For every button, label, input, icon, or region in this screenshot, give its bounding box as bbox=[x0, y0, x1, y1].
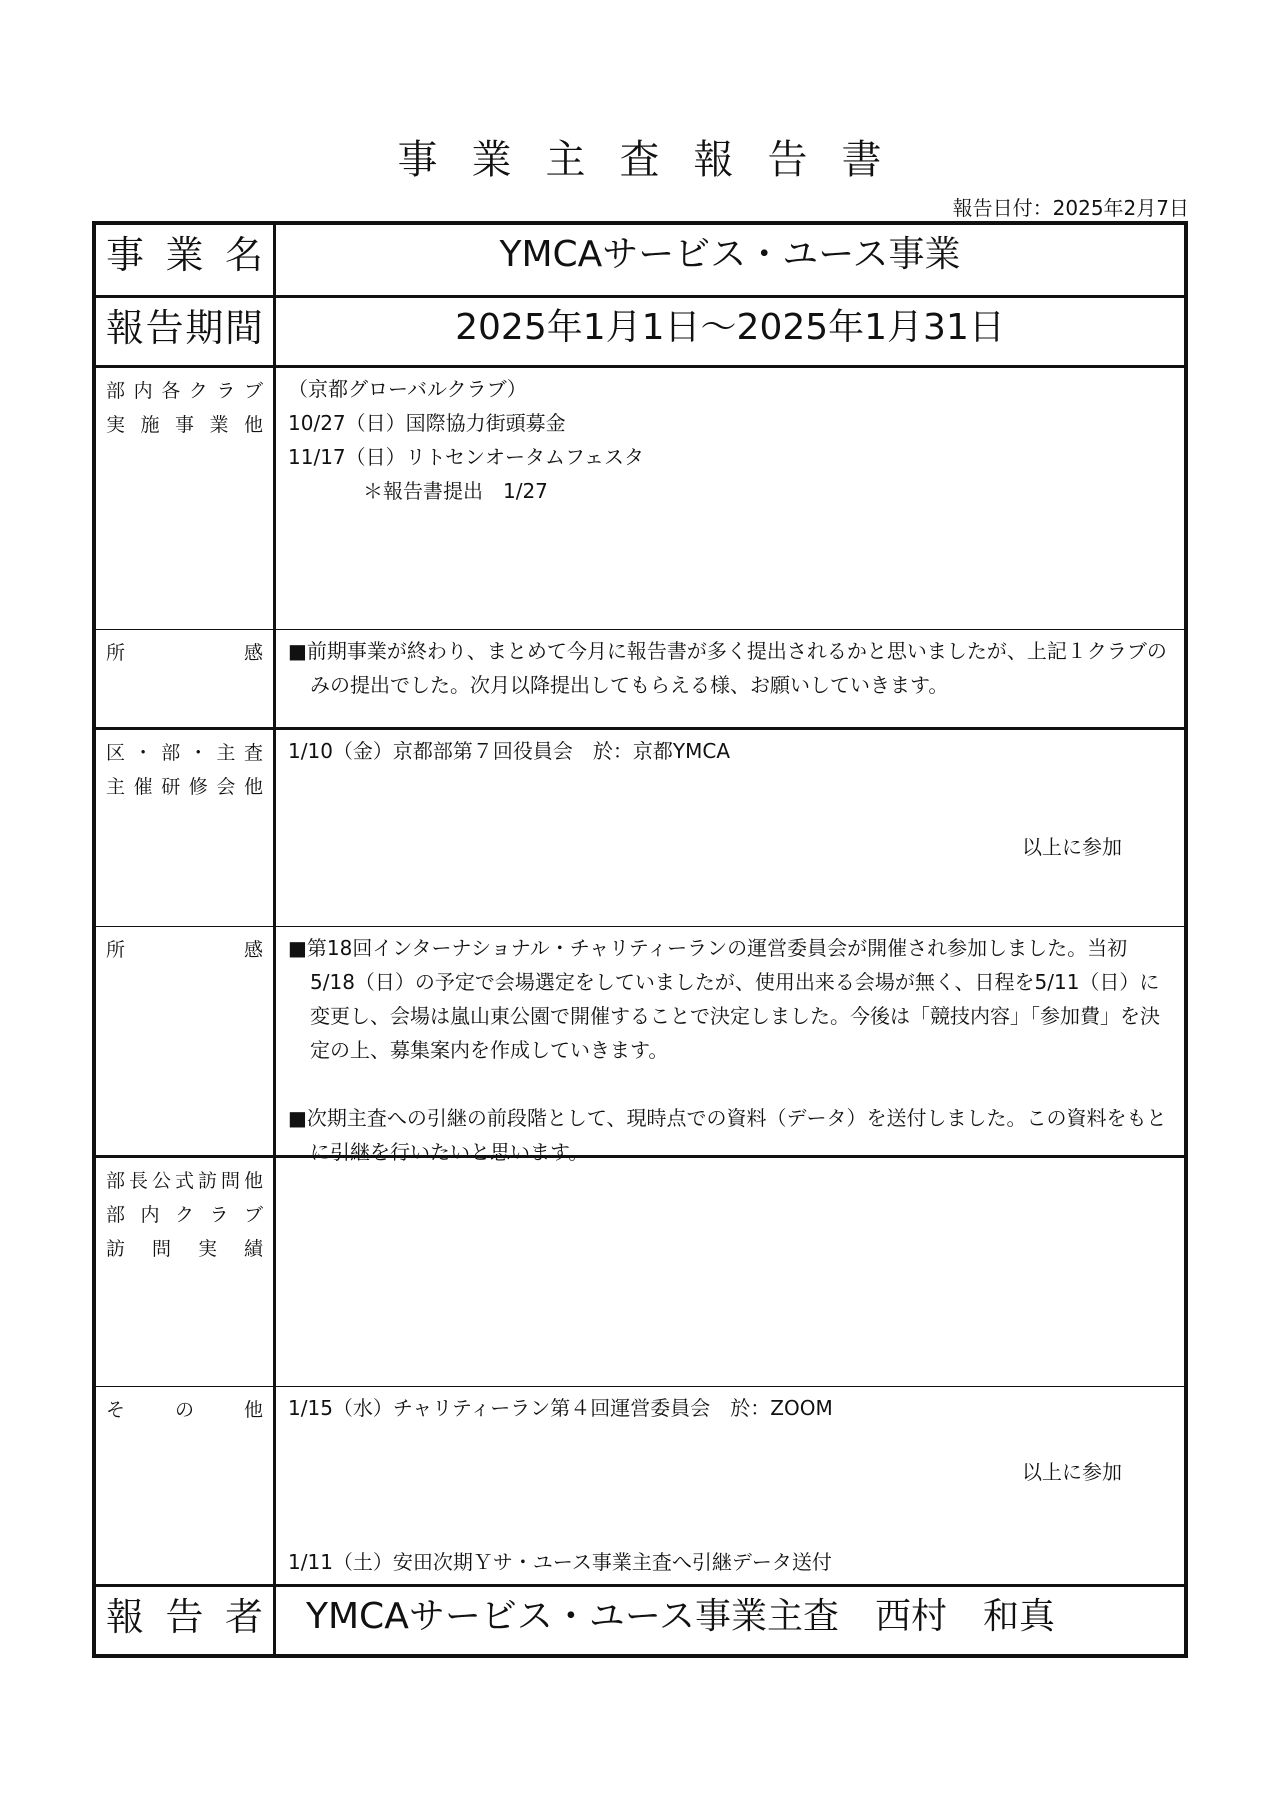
impression-paragraph: ■前期事業が終わり、まとめて今月に報告書が多く提出されるかと思いましたが、上記１クラブのみの提出でした。次月以降提出してもらえる様、お願いしていきます。 bbox=[288, 639, 1167, 697]
label-line: 所感 bbox=[106, 939, 263, 961]
other-line: 1/15（水）チャリティーラン第４回運営委員会 於：ZOOM bbox=[288, 1396, 833, 1420]
report-date: 報告日付：2025年2月7日 bbox=[952, 196, 1189, 220]
row-business-name bbox=[96, 225, 1184, 295]
business-name-value: YMCAサービス・ユース事業 bbox=[499, 234, 961, 275]
training-line: 1/10（金）京都部第７回役員会 於：京都YMCA bbox=[288, 739, 731, 763]
impression-paragraph: ■第18回インターナショナル・チャリティーランの運営委員会が開催され参加しました。当初5/18（日）の予定で会場選定をしていましたが、使用出来る会場が無く、日程を5/11（日）に変更し、会場は嵐山東公園で開催することで決定しました。今後は「競技内容」「参加費」を決定の上、募集案内を作成していきます。 bbox=[288, 936, 1160, 1062]
impression-2-label bbox=[96, 927, 276, 1155]
activity-line: 11/17（日）リトセンオータムフェスタ bbox=[288, 445, 645, 469]
visits-content bbox=[276, 1158, 1184, 1386]
other-line: 1/11（土）安田次期Ｙサ・ユース事業主査へ引継データ送付 bbox=[288, 1550, 832, 1574]
participation-note: 以上に参加 bbox=[1022, 1460, 1122, 1484]
label-line: 部内各クラブ bbox=[106, 380, 263, 402]
impression-2-content bbox=[276, 927, 1184, 1164]
row-impression-1 bbox=[96, 629, 1184, 727]
impression-paragraph: ■次期主査への引継の前段階として、現時点での資料（データ）を送付しました。この資料をもとに引継を行いたいと思います。 bbox=[288, 1106, 1167, 1164]
row-visits bbox=[96, 1155, 1184, 1386]
row-other bbox=[96, 1386, 1184, 1584]
label-line: 区・部・主査 bbox=[106, 742, 263, 764]
activity-line: ＊報告書提出 1/27 bbox=[363, 479, 548, 503]
business-name-label: 事業名 bbox=[96, 225, 276, 295]
label-line: 部長公式訪問他 bbox=[106, 1170, 263, 1192]
label-line: 部内クラブ bbox=[106, 1204, 263, 1226]
row-club-activities bbox=[96, 365, 1184, 629]
report-form bbox=[92, 221, 1188, 1658]
label-line: 訪問実績 bbox=[106, 1238, 263, 1260]
reporter-value: YMCAサービス・ユース事業主査 西村 和真 bbox=[306, 1596, 1056, 1637]
impression-1-content bbox=[276, 630, 1184, 727]
paragraph-gap bbox=[288, 1067, 1172, 1101]
other-content bbox=[276, 1387, 1184, 1584]
period-label: 報告期間 bbox=[96, 298, 276, 365]
row-impression-2 bbox=[96, 926, 1184, 1164]
training-label bbox=[96, 730, 276, 926]
row-reporter bbox=[96, 1584, 1184, 1654]
participation-note: 以上に参加 bbox=[1022, 835, 1122, 859]
other-label bbox=[96, 1387, 276, 1584]
label-line: 所感 bbox=[106, 642, 263, 664]
club-activities-content bbox=[276, 368, 1184, 629]
club-activities-label bbox=[96, 368, 276, 629]
reporter-label: 報告者 bbox=[96, 1587, 276, 1654]
label-line: 主催研修会他 bbox=[106, 776, 263, 798]
period-value: 2025年1月1日～2025年1月31日 bbox=[455, 307, 1005, 348]
activity-line: （京都グローバルクラブ） bbox=[288, 377, 527, 401]
label-line: 実施事業他 bbox=[106, 414, 263, 436]
impression-1-label bbox=[96, 630, 276, 727]
row-training bbox=[96, 727, 1184, 926]
row-period bbox=[96, 295, 1184, 365]
activity-line: 10/27（日）国際協力街頭募金 bbox=[288, 411, 566, 435]
label-line: その他 bbox=[106, 1399, 263, 1421]
page-title: 事業主査報告書 bbox=[397, 137, 916, 183]
visits-label bbox=[96, 1158, 276, 1386]
training-content bbox=[276, 730, 1184, 926]
